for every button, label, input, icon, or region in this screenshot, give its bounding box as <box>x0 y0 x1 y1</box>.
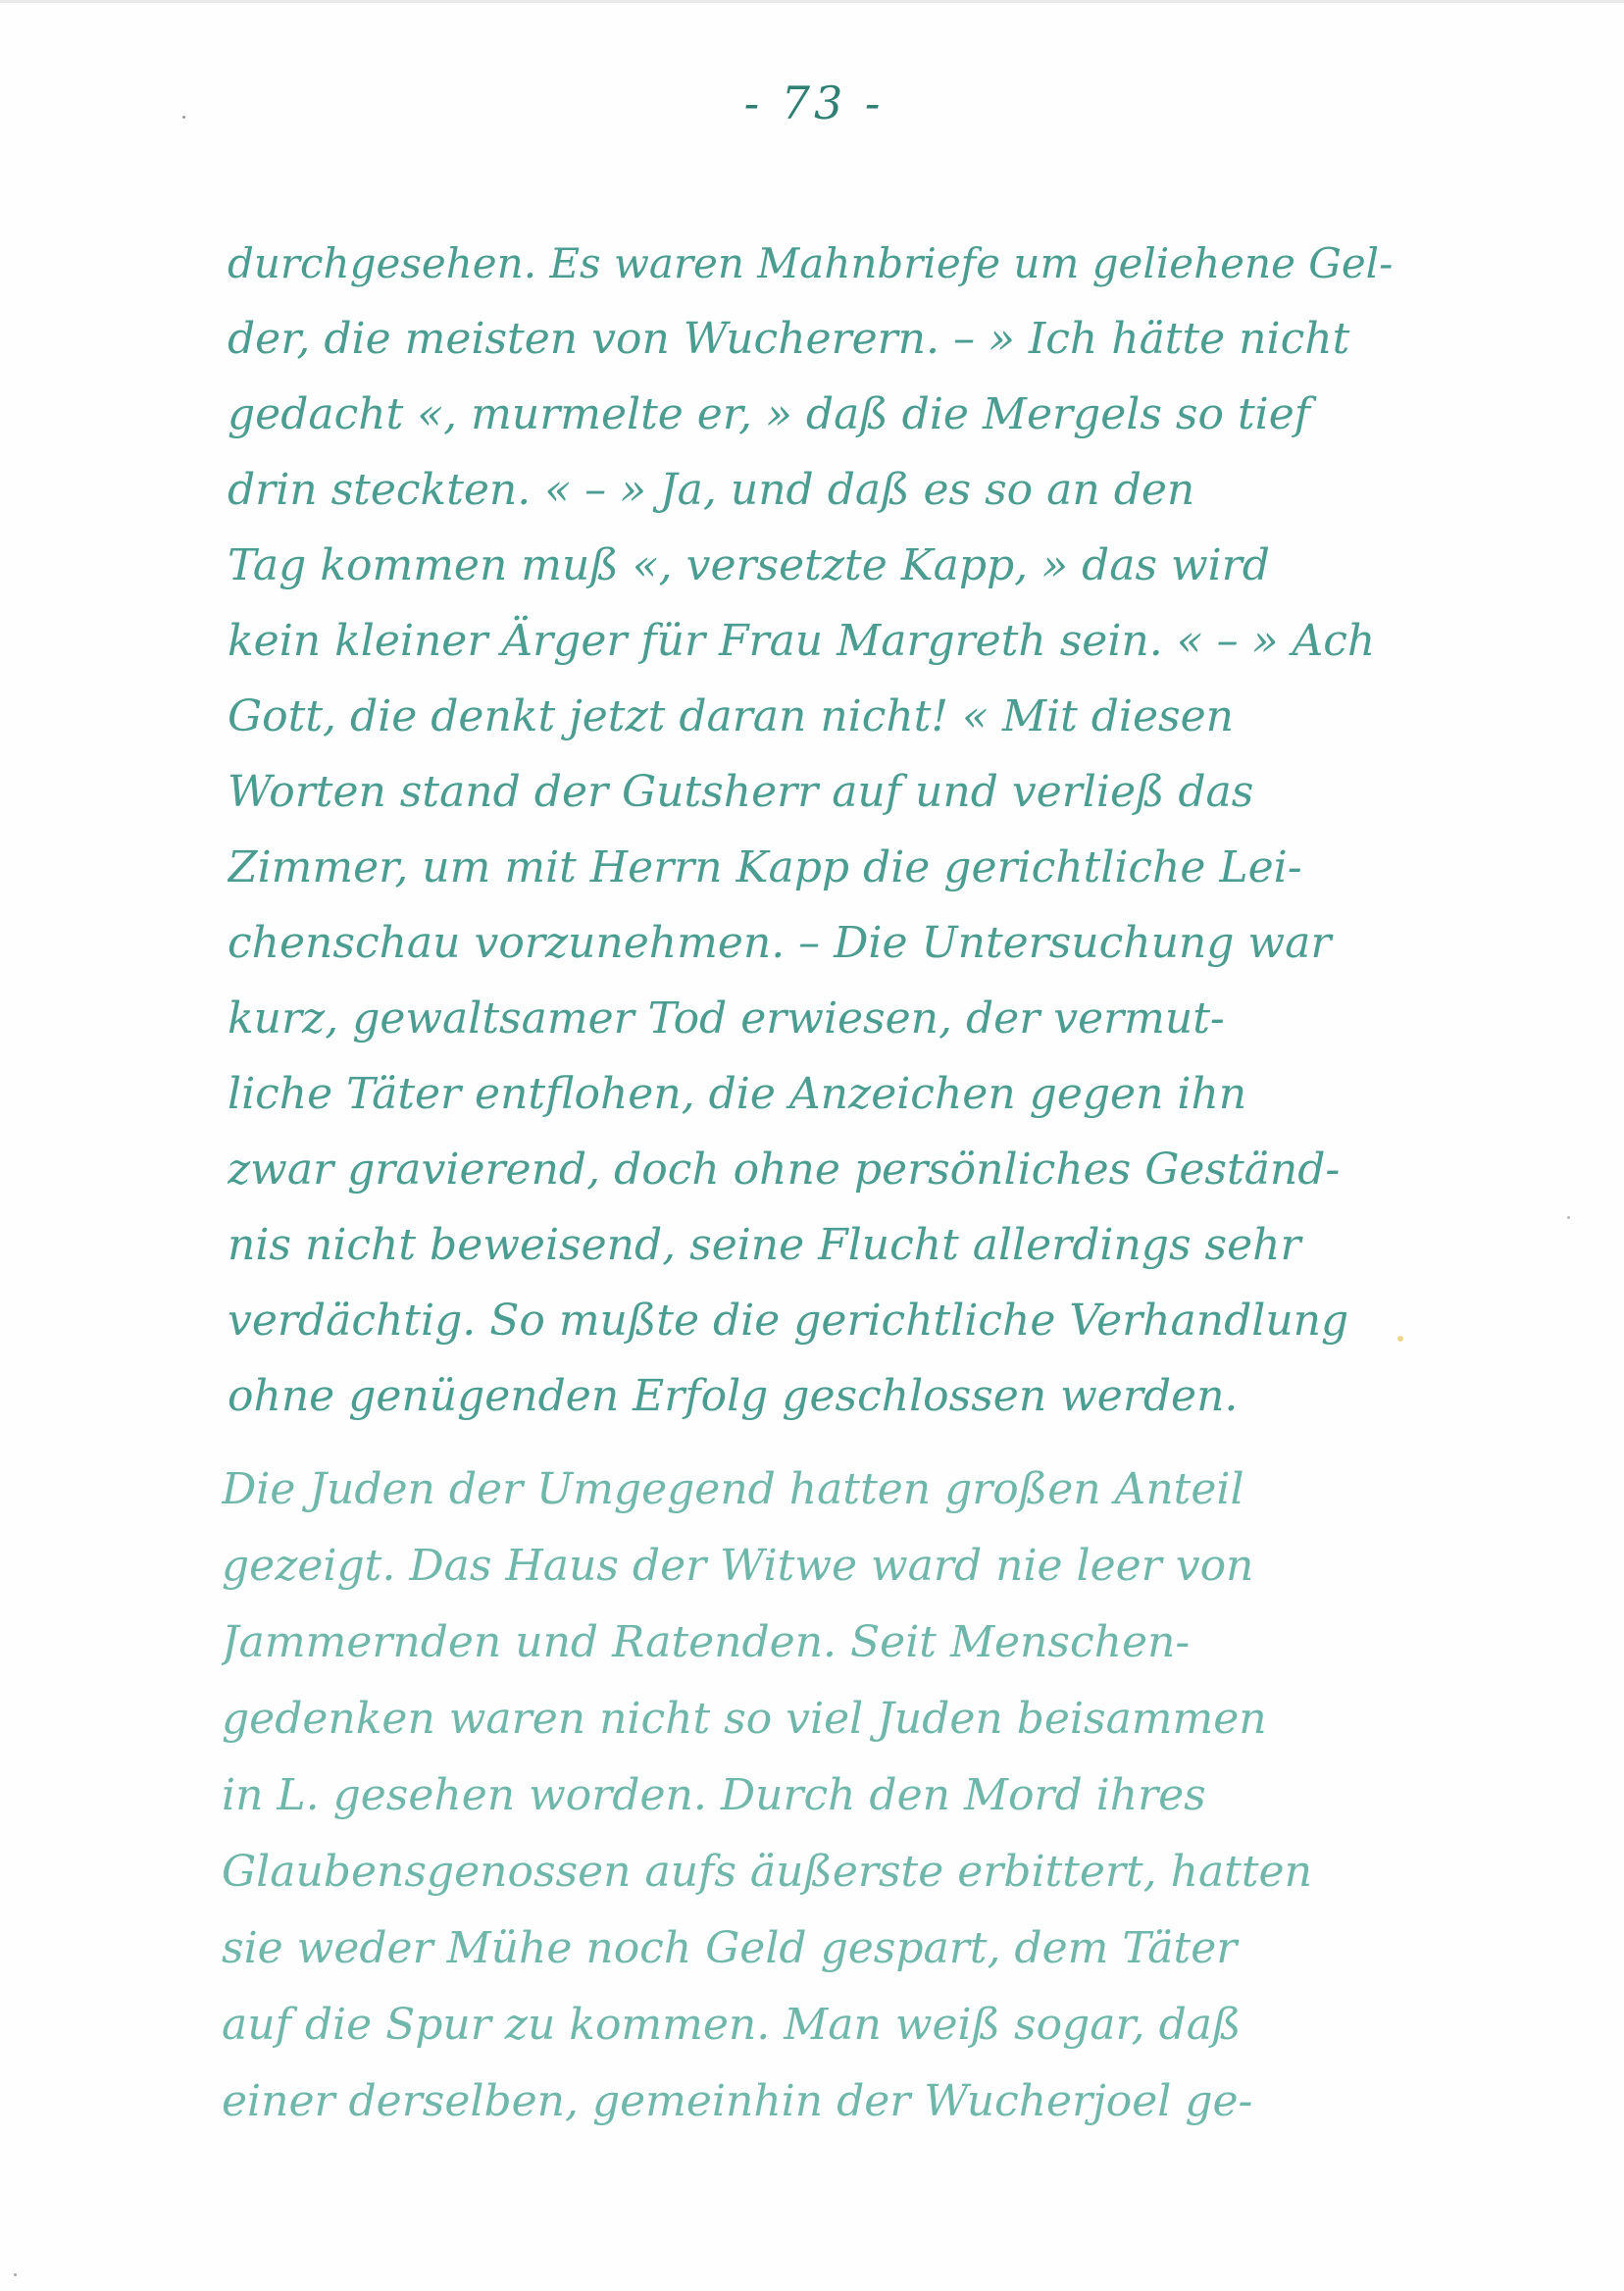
handwritten-line: Worten stand der Gutsherr auf und verließ das <box>228 767 1254 817</box>
handwritten-line: Jammernden und Ratenden. Seit Menschen- <box>222 1617 1191 1667</box>
handwritten-line: sie weder Mühe noch Geld gespart, dem Täter <box>222 1923 1238 1973</box>
handwritten-line: liche Täter entflohen, die Anzeichen gegen ihn <box>228 1069 1247 1119</box>
handwritten-line: zwar gravierend, doch ohne persönliches Geständ- <box>228 1145 1341 1195</box>
handwritten-line: Zimmer, um mit Herrn Kapp die gerichtliche Lei- <box>228 842 1302 892</box>
handwritten-line: chenschau vorzunehmen. – Die Untersuchung war <box>228 918 1332 968</box>
handwritten-line: verdächtig. So mußte die gerichtliche Verhandlung <box>228 1296 1349 1346</box>
handwritten-line: Gott, die denkt jetzt daran nicht! « Mit diesen <box>228 691 1234 741</box>
paper-speck <box>182 116 185 119</box>
page-top-edge <box>0 0 1624 3</box>
handwritten-line: kurz, gewaltsamer Tod erwiesen, der vermut- <box>228 993 1225 1044</box>
handwritten-line: der, die meisten von Wucherern. – » Ich hätte nicht <box>228 314 1350 364</box>
handwritten-line: gedenken waren nicht so viel Juden beisammen <box>222 1694 1267 1744</box>
handwritten-line: Glaubensgenossen aufs äußerste erbittert, hatten <box>222 1847 1312 1897</box>
handwritten-line: kein kleiner Ärger für Frau Margreth sein. « – » Ach <box>228 616 1376 666</box>
handwritten-line: ohne genügenden Erfolg geschlossen werden. <box>228 1371 1239 1421</box>
handwritten-line: durchgesehen. Es waren Mahnbriefe um geliehene Gel- <box>228 239 1394 287</box>
handwritten-line: einer derselben, gemeinhin der Wucherjoel ge- <box>222 2076 1253 2126</box>
paper-speck <box>1397 1336 1403 1342</box>
handwritten-line: nis nicht beweisend, seine Flucht allerdings sehr <box>228 1220 1301 1270</box>
page-number: - 73 - <box>743 76 885 129</box>
handwritten-line: gedacht «, murmelte er, » daß die Mergels so tief <box>228 389 1311 439</box>
handwritten-line: Die Juden der Umgegend hatten großen Anteil <box>222 1464 1244 1514</box>
handwritten-line: drin steckten. « – » Ja, und daß es so an den <box>228 465 1195 515</box>
paper-speck <box>1567 1216 1570 1219</box>
handwritten-line: Tag kommen muß «, versetzte Kapp, » das wird <box>228 540 1270 590</box>
paper-speck <box>14 2273 17 2276</box>
handwritten-line: gezeigt. Das Haus der Witwe ward nie leer von <box>222 1541 1254 1591</box>
handwritten-line: auf die Spur zu kommen. Man weiß sogar, daß <box>222 2000 1242 2050</box>
handwritten-line: in L. gesehen worden. Durch den Mord ihres <box>222 1770 1206 1820</box>
